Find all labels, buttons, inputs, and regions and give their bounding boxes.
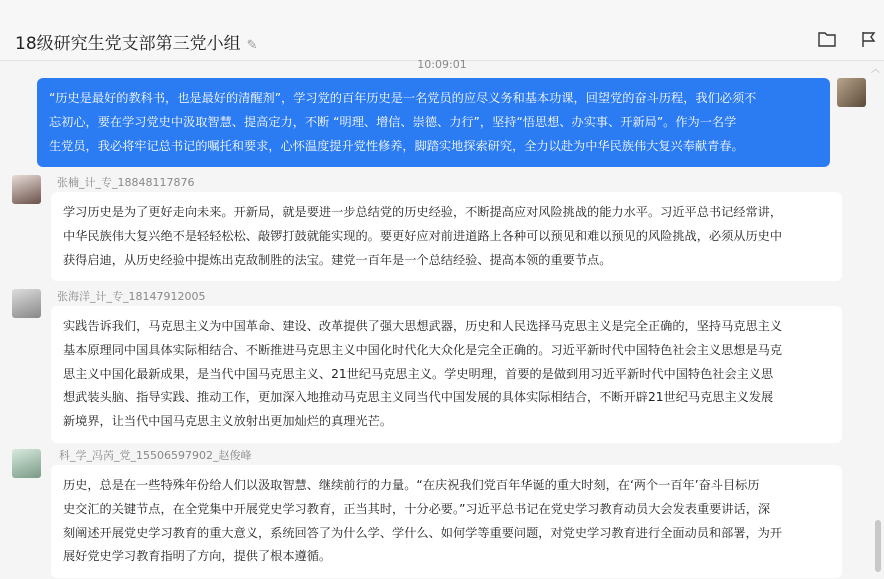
message-bubble (51, 465, 842, 578)
scrollbar-thumb[interactable] (875, 520, 881, 572)
message-line: 历史，总是在一些特殊年份给人们以汲取智慧、继续前行的力量。“在庆祝我们党百年华诞的重大时刻，在‘两个一百年’奋斗目标历 (63, 478, 760, 492)
message-line: 思主义中国化最新成果，是当代中国马克思主义、21世纪马克思主义。学史明理，首要的是做到用习近平新时代中国特色社会主义思 (63, 366, 774, 381)
my-avatar[interactable] (837, 78, 866, 107)
message-line: 基本原理同中国具体实际相结合、不断推进马克思主义中国化时代化大众化是完全正确的。习近平新时代中国特色社会主义思想是马克 (63, 342, 783, 357)
message-line: 实践告诉我们，马克思主义为中国革命、建设、改革提供了强大思想武器，历史和人民选择马克思主义是完全正确的，坚持马克思主义 (63, 319, 783, 333)
message-line: 史交汇的关键节点，在全党集中开展党史学习教育，正当其时，十分必要。”习近平总书记在党史学习教育动员大会发表重要讲话，深 (63, 501, 771, 516)
group-name: 18级研究生党支部第三党小组 (15, 34, 241, 54)
sender-name: 张海洋_计_专_18147912005 (57, 290, 206, 303)
message-line: 生党员，我必将牢记总书记的嘱托和要求，心怀温度提升党性修养，脚踏实地探索研究，全力以赴为中华民族伟大复兴奉献青春。 (49, 138, 744, 153)
message-timestamp: 10:09:01 (417, 58, 467, 71)
sender-avatar[interactable] (12, 449, 41, 478)
message-line: 学习历史是为了更好走向未来。开新局，就是要进一步总结党的历史经验，不断提高应对风险挑战的能力水平。习近平总书记经常讲， (63, 205, 783, 219)
message-line: 展好党史学习教育指明了方向，提供了根本遵循。 (63, 549, 332, 564)
message-bubble (51, 192, 842, 281)
message-bubble-mine (37, 78, 830, 167)
folder-icon[interactable] (818, 31, 836, 47)
sender-name: 张楠_计_专_18848117876 (57, 176, 195, 189)
sender-avatar[interactable] (12, 289, 41, 318)
pencil-icon[interactable]: ✎ (246, 38, 258, 53)
message-line: 获得启迪，从历史经验中提炼出克敌制胜的法宝。建党一百年是一个总结经验、提高本领的重要节点。 (63, 252, 612, 267)
message-bubble (51, 306, 842, 443)
message-line: 刻阐述开展党史学习教育的重大意义，系统回答了为什么学、学什么、如何学等重要问题，对党史学习教育进行全面动员和部署，为开 (63, 525, 783, 540)
sender-avatar[interactable] (12, 175, 41, 204)
message-line: “历史是最好的教科书，也是最好的清醒剂”，学习党的百年历史是一名党员的应尽义务和基本功课，回望党的奋斗历程，我们必须不 (49, 91, 757, 105)
message-line: 中华民族伟大复兴绝不是轻轻松松、敲锣打鼓就能实现的。要更好应对前进道路上各种可以预见和难以预见的风险挑战，必须从历史中 (63, 228, 783, 243)
message-line: 想武装头脑、指导实践、推动工作，更加深入地推动马克思主义同当代中国发展的具体实际相结合，不断开辟21世纪马克思主义发展 (63, 390, 774, 405)
sender-name: 科_学_冯芮_党_15506597902_赵俊峰 (59, 449, 252, 462)
chat-header (0, 0, 884, 61)
flag-icon[interactable] (860, 31, 878, 47)
message-line: 新境界，让当代中国马克思主义放射出更加灿烂的真理光芒。 (63, 414, 393, 429)
scroll-up-icon[interactable]: ︿ (870, 65, 880, 75)
chat-title (15, 29, 258, 54)
message-line: 忘初心，要在学习党史中汲取智慧、提高定力，不断 “明理、增信、崇德、力行”，坚持“悟思想、办实事、开新局”。作为一名学 (49, 114, 737, 129)
